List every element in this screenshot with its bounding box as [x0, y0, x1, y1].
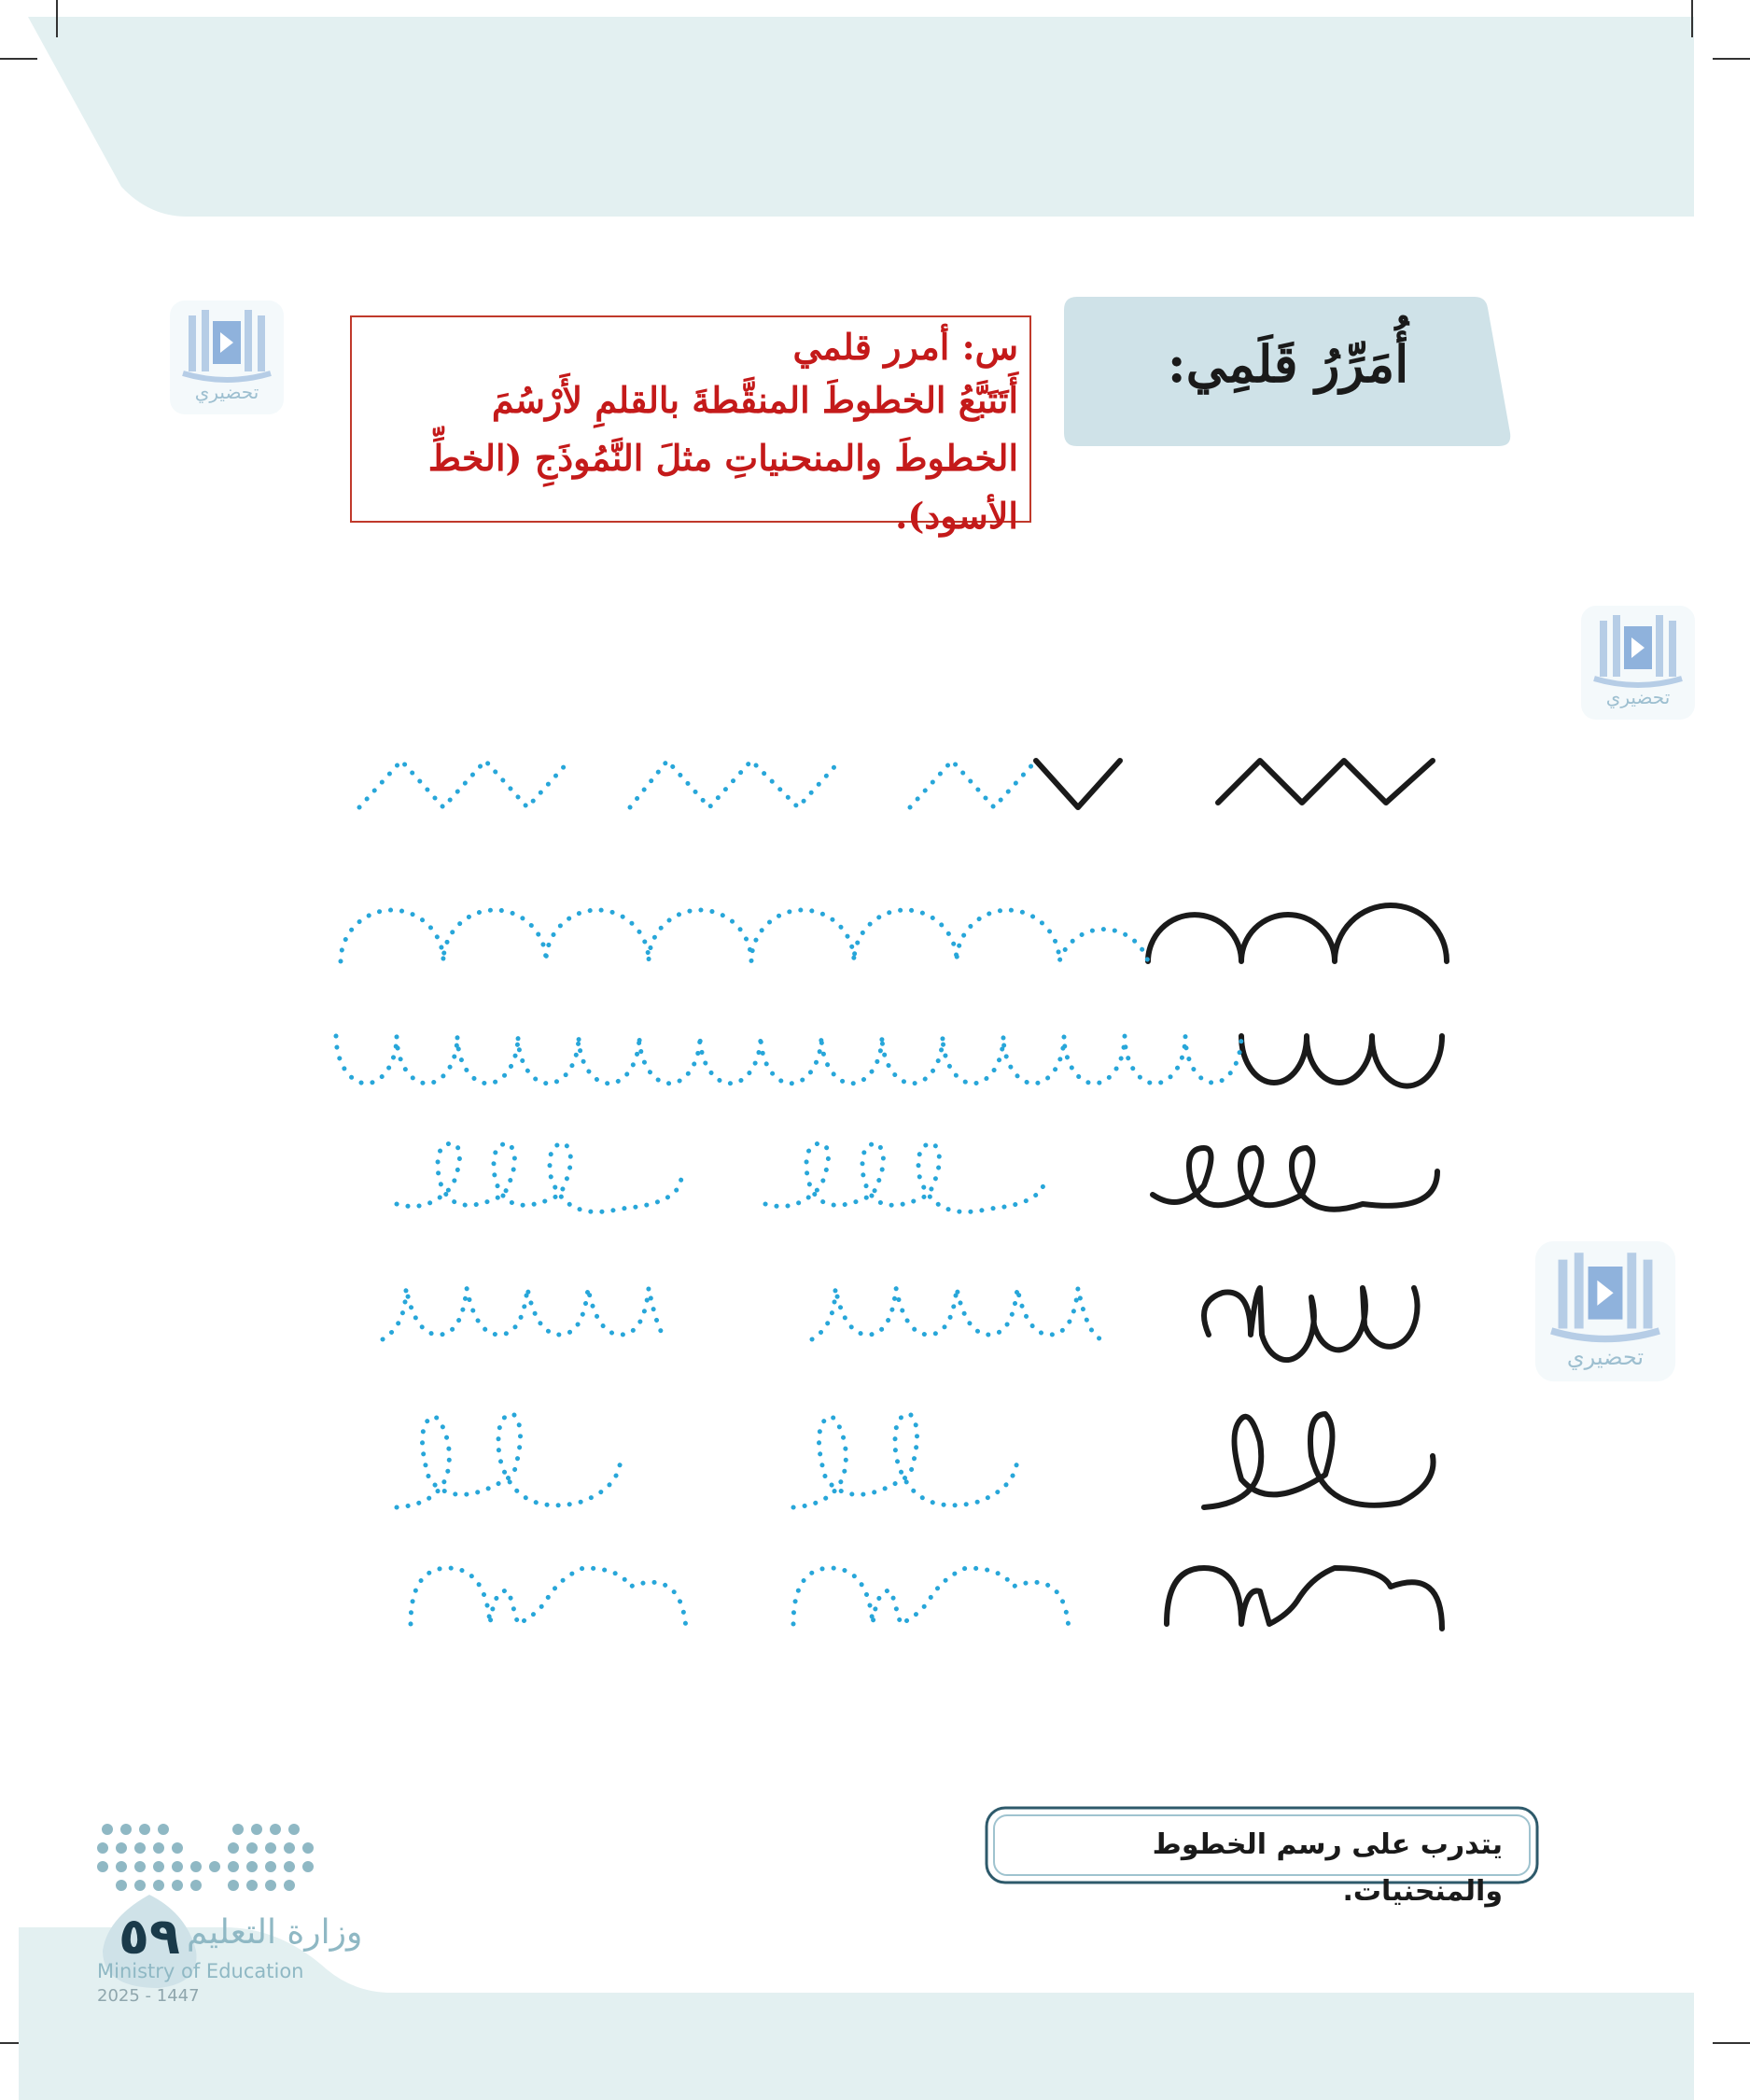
guide-pointed-cups: [812, 1288, 1101, 1339]
guide-big-loops: [397, 1414, 621, 1507]
row-pointed-cups: [383, 1288, 1417, 1360]
question-label: س: أمرر قلمي: [792, 326, 1018, 368]
guide-bumps: [411, 1568, 686, 1629]
watermark-caption: تحضيري: [1566, 1344, 1645, 1370]
objective-text: يتدرب على رسم الخطوط والمنحنيات.: [1152, 1828, 1503, 1908]
header-band: [0, 0, 1750, 224]
guide-arches: [341, 910, 1148, 961]
row-bumps: [411, 1568, 1442, 1629]
row-loops-up: [397, 1143, 1437, 1211]
crop-mark: [1691, 0, 1693, 37]
row-cups: [336, 1036, 1442, 1086]
crop-mark: [56, 0, 58, 37]
guide-zigzag: [359, 761, 569, 807]
ministry-name-english: Ministry of Education: [97, 1960, 304, 1982]
row-arches: [341, 905, 1447, 961]
guide-zigzag: [910, 761, 1036, 807]
title-container: [1064, 297, 1512, 446]
guide-big-loops: [793, 1414, 1017, 1507]
guide-bumps: [793, 1568, 1069, 1629]
guide-pointed-cups: [383, 1288, 667, 1339]
footer-band: [0, 1811, 1750, 2100]
model-loops: [1153, 1148, 1437, 1210]
watermark-caption: تحضيري: [194, 381, 259, 403]
model-pointed-cups: [1204, 1288, 1417, 1360]
model-cups: [1241, 1036, 1442, 1086]
question-body: أَتَتَبَّعُ الخطوطَ المنقَّطةَ بالقلمِ لأَرْسُمَ الخطوطَ والمنحنياتِ مثلَ النَّمُوذَجِ (الخطِّ الأسود).: [427, 379, 1018, 537]
model-big-loops: [1204, 1414, 1434, 1507]
guide-cups: [336, 1036, 1241, 1084]
question-box: [350, 315, 1031, 537]
model-zigzag: [1218, 761, 1433, 803]
crop-mark: [0, 58, 37, 60]
model-bumps: [1167, 1568, 1442, 1629]
ministry-name-arabic: وزارة التعليم: [187, 1913, 363, 1952]
guide-zigzag: [630, 761, 840, 807]
edition-year: 2025 - 1447: [97, 1986, 200, 2006]
crop-mark: [1713, 58, 1750, 60]
model-zigzag-partial: [1036, 761, 1120, 807]
row-zigzag: [359, 761, 1433, 807]
model-arches: [1148, 905, 1447, 961]
guide-loops: [397, 1143, 681, 1211]
page-title: أُمَرِّرُ قَلَمِي:: [1167, 334, 1409, 394]
guide-loops: [765, 1143, 1045, 1211]
page-number: ٥٩: [119, 1907, 180, 1966]
watermark-caption: تحضيري: [1605, 686, 1671, 708]
row-big-loops: [397, 1414, 1434, 1507]
